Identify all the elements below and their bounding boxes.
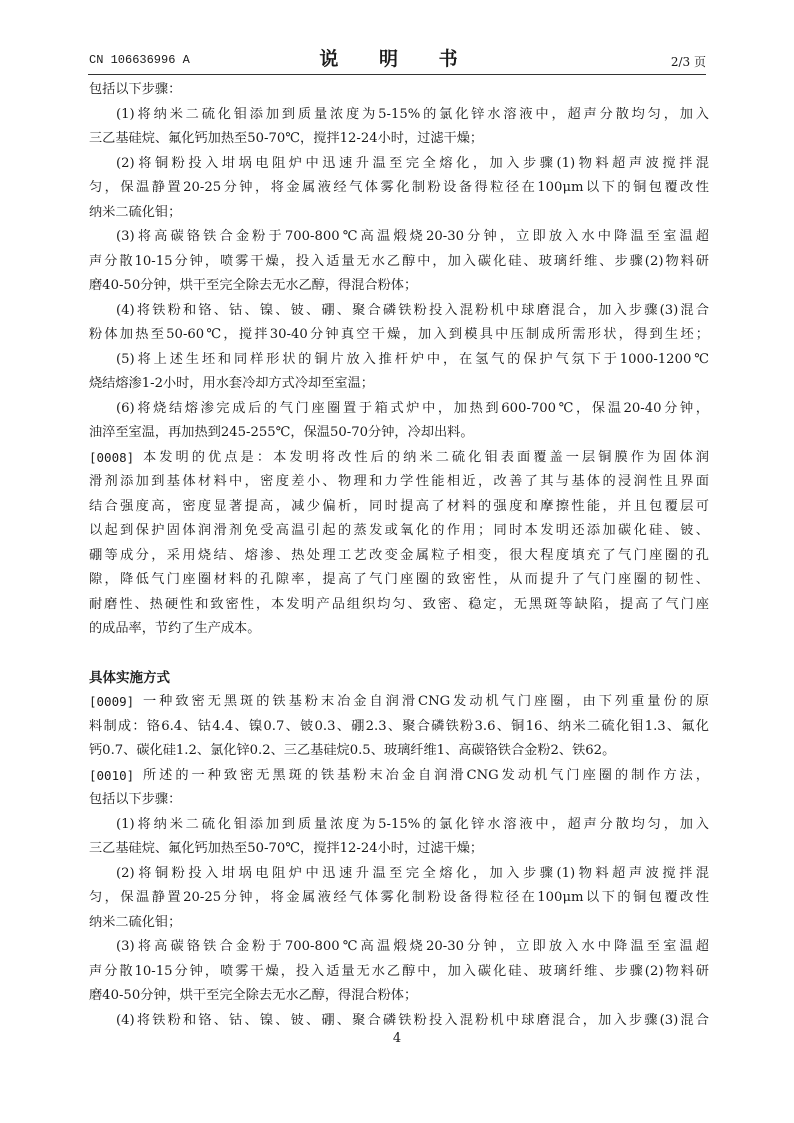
text-line: (1)将纳米二硫化钼添加到质量浓度为5-15%的氯化锌水溶液中，超声分散均匀，加入 bbox=[116, 106, 709, 122]
text-line: 粉体加热至50-60℃，搅拌30-40分钟真空干燥，加入到模具中压制成所需形状，得到生坯； bbox=[89, 327, 709, 342]
header-divider bbox=[88, 74, 706, 75]
text-line: 纳米二硫化钼； bbox=[89, 914, 182, 930]
text-line: 隙，降低气门座圈材料的孔隙率，提高了气门座圈的致密性，从而提升了气门座圈的韧性、 bbox=[89, 572, 709, 587]
text-line: (2)将铜粉投入坩埚电阻炉中迅速升温至完全熔化，加入步骤(1)物料超声波搅拌混 bbox=[116, 155, 709, 171]
section-heading: 具体实施方式 bbox=[89, 669, 170, 686]
page-number: 4 bbox=[392, 1031, 402, 1046]
text-line: 耐磨性、热硬性和致密性，本发明产品组织均匀、致密、稳定，无黑斑等缺陷，提高了气门座 bbox=[89, 596, 709, 612]
text-line: 滑剂添加到基体材料中，密度差小、物理和力学性能相近，改善了其与基体的浸润性且界面 bbox=[89, 474, 709, 489]
paragraph-line: 所述的一种致密无黑斑的铁基粉末冶金自润滑CNG发动机气门座圈的制作方法， bbox=[143, 767, 709, 783]
text-line: 匀，保温静置20-25分钟，将金属液经气体雾化制粉设备得粒径在100μm以下的铜包覆改性 bbox=[89, 180, 709, 195]
paragraph-number: [0008] bbox=[89, 449, 135, 465]
text-line: (2)将铜粉投入坩埚电阻炉中迅速升温至完全熔化，加入步骤(1)物料超声波搅拌混 bbox=[116, 865, 709, 881]
text-line: 声分散10-15分钟，喷雾干燥，投入适量无水乙醇中，加入碳化硅、玻璃纤维、步骤(2)物料研 bbox=[89, 253, 709, 269]
text-line: 包括以下步骤： bbox=[89, 82, 182, 97]
paragraph-line: 本发明的优点是：本发明将改性后的纳米二硫化钼表面覆盖一层铜膜作为固体润 bbox=[143, 449, 709, 465]
text-line: 声分散10-15分钟，喷雾干燥，投入适量无水乙醇中，加入碳化硅、玻璃纤维、步骤(2)物料研 bbox=[89, 963, 709, 979]
section-gap bbox=[89, 642, 709, 666]
steps-block-2 bbox=[89, 813, 709, 1034]
text-line: (3)将高碳铬铁合金粉于700-800℃高温煅烧20-30分钟，立即放入水中降温至室温超 bbox=[116, 229, 709, 244]
text-line: (6)将烧结熔渗完成后的气门座圈置于箱式炉中，加热到600-700℃，保温20-40分钟， bbox=[116, 400, 709, 416]
page-indicator: 2/3 页 bbox=[670, 55, 706, 69]
text-line: 磨40-50分钟，烘干至完全除去无水乙醇，得混合粉体； bbox=[89, 988, 418, 1003]
text-line: 以起到保护固体润滑剂免受高温引起的蒸发或氧化的作用；同时本发明还添加碳化硅、铍、 bbox=[89, 523, 709, 538]
paragraph-0008 bbox=[89, 446, 709, 642]
page-title: 说 明 书 bbox=[319, 48, 475, 70]
text-line: (5)将上述生坯和同样形状的铜片放入推杆炉中，在氢气的保护气氛下于1000-1200℃ bbox=[116, 351, 709, 367]
text-line: (4)将铁粉和铬、钴、镍、铍、硼、聚合磷铁粉投入混粉机中球磨混合，加入步骤(3)混合 bbox=[116, 302, 709, 318]
text-line: 油淬至室温，再加热到245-255℃，保温50-70分钟，冷却出料。 bbox=[89, 425, 474, 440]
paragraph-0010 bbox=[89, 764, 709, 813]
paragraph-number: [0010] bbox=[89, 767, 135, 783]
text-line: 匀，保温静置20-25分钟，将金属液经气体雾化制粉设备得粒径在100μm以下的铜包覆改性 bbox=[89, 890, 709, 905]
text-line: (4)将铁粉和铬、钴、镍、铍、硼、聚合磷铁粉投入混粉机中球磨混合，加入步骤(3)混合 bbox=[116, 1012, 709, 1028]
text-line: (1)将纳米二硫化钼添加到质量浓度为5-15%的氯化锌水溶液中，超声分散均匀，加入 bbox=[116, 816, 709, 832]
text-line: 磨40-50分钟，烘干至完全除去无水乙醇，得混合粉体； bbox=[89, 278, 418, 293]
text-line: 结合强度高，密度显著提高，减少偏析，同时提高了材料的强度和摩擦性能，并且包覆层可 bbox=[89, 498, 709, 514]
steps-block-1 bbox=[89, 78, 709, 446]
paragraph-number: [0009] bbox=[89, 694, 135, 709]
paragraph-line: 一种致密无黑斑的铁基粉末冶金自润滑CNG发动机气门座圈，由下列重量份的原 bbox=[143, 694, 709, 709]
text-line: 三乙基硅烷、氟化钙加热至50-70℃，搅拌12-24小时，过滤干燥； bbox=[89, 131, 484, 146]
patent-number: CN 106636996 A bbox=[89, 53, 190, 67]
paragraph-line: 的成品率，节约了生产成本。 bbox=[89, 621, 261, 636]
paragraph-0009 bbox=[89, 690, 709, 764]
text-line: 烧结熔渗1-2小时，用水套冷却方式冷却至室温； bbox=[89, 376, 374, 391]
paragraph-line: 包括以下步骤： bbox=[89, 792, 182, 807]
text-line: (3)将高碳铬铁合金粉于700-800℃高温煅烧20-30分钟，立即放入水中降温至室温超 bbox=[116, 939, 709, 954]
document-body bbox=[89, 78, 709, 1033]
text-line: 料制成：铬6.4、钴4.4、镍0.7、铍0.3、硼2.3、聚合磷铁粉3.6、铜16、纳米二硫化钼1.3、氟化 bbox=[89, 718, 709, 734]
text-line: 纳米二硫化钼； bbox=[89, 204, 182, 220]
paragraph-line: 钙0.7、碳化硅1.2、氯化锌0.2、三乙基硅烷0.5、玻璃纤维1、高碳铬铁合金粉2、铁62。 bbox=[89, 743, 616, 758]
text-line: 硼等成分，采用烧结、熔渗、热处理工艺改变金属粒子相变，很大程度填充了气门座圈的孔 bbox=[89, 547, 709, 563]
text-line: 三乙基硅烷、氟化钙加热至50-70℃，搅拌12-24小时，过滤干燥； bbox=[89, 841, 484, 856]
